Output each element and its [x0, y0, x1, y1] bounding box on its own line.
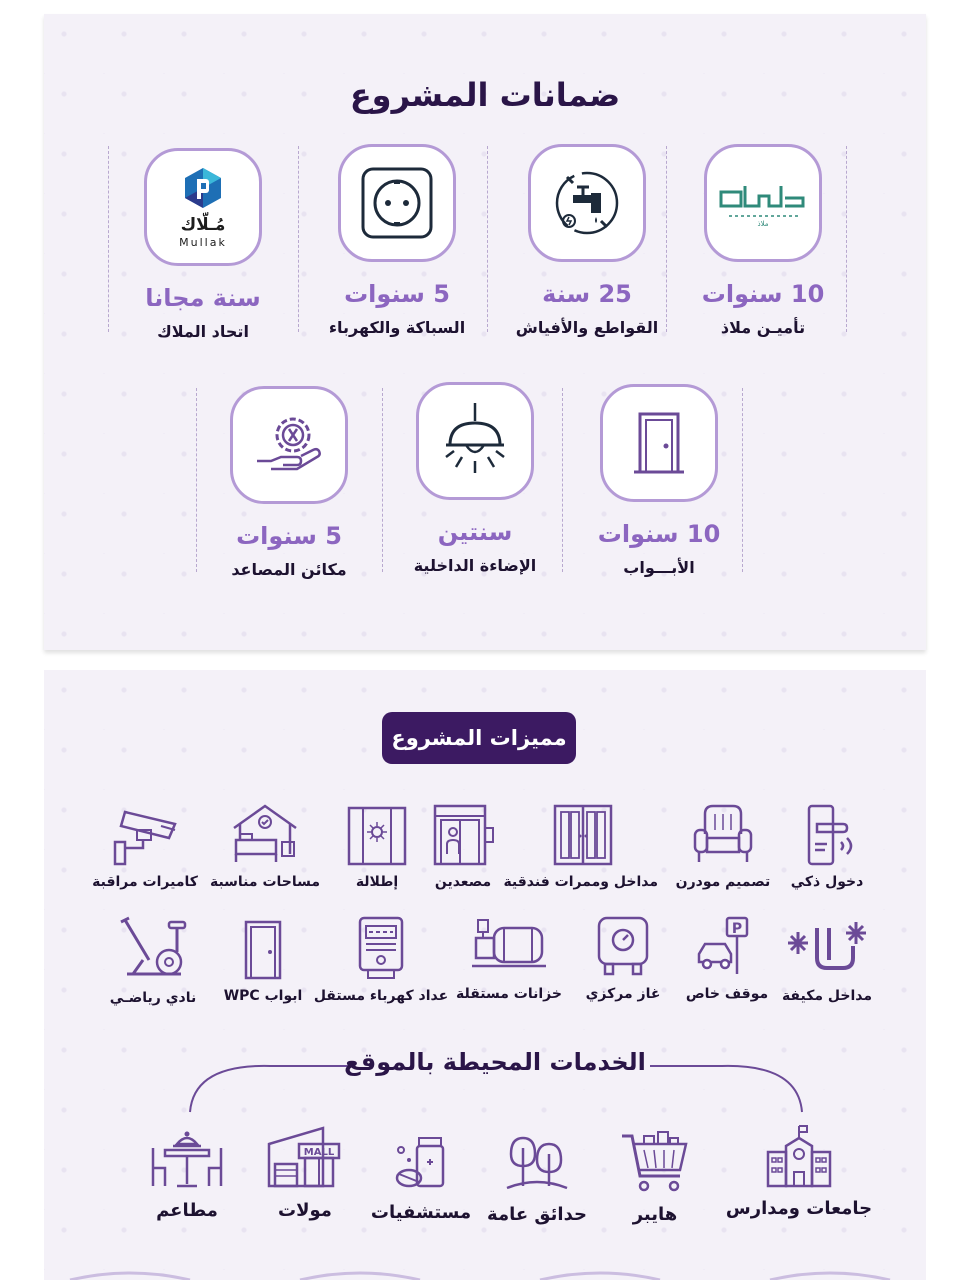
guarantee-label: اتحاد الملاك [157, 322, 249, 341]
malath-logo-text: ملاذ [757, 220, 769, 228]
guarantee-years: 5 سنوات [236, 522, 342, 550]
service-label: مولات [278, 1200, 332, 1221]
guarantee-years: 10 سنوات [701, 280, 825, 308]
feature-label: مداخل مكيفة [781, 988, 873, 1004]
guarantee-doors [566, 384, 752, 577]
mullak-logo-icon [144, 148, 262, 266]
electric-meter-icon [356, 916, 406, 980]
mall-sign-text: MALL [303, 1147, 335, 1158]
service-label: مستشفيات [370, 1202, 472, 1223]
service-label: مطاعم [156, 1200, 218, 1221]
mullak-logo-english: Mullak [179, 236, 227, 249]
service-schools [724, 1124, 874, 1219]
guarantee-label: تأميـن ملاذ [720, 318, 806, 337]
feature-cctv [70, 804, 220, 890]
cctv-camera-icon [109, 804, 181, 866]
features-title: مميزات المشروع [382, 712, 576, 764]
feature-modern-design [648, 804, 798, 890]
feature-label: مصعدين [434, 874, 492, 890]
bottom-decoration [0, 1268, 970, 1280]
gas-meter-icon [593, 916, 653, 978]
exercise-bike-icon [113, 912, 193, 982]
service-label: هايبر [632, 1204, 678, 1225]
services-title: الخدمات المحيطة بالموقع [344, 1048, 646, 1076]
feature-label: ابواب WPC [223, 988, 303, 1004]
guarantee-years: سنتين [437, 518, 513, 546]
feature-label: عداد كهرباء مستقل [313, 988, 449, 1004]
pendant-lamp-icon [416, 382, 534, 500]
bedroom-house-icon [230, 804, 300, 866]
door-icon [600, 384, 718, 502]
plumbing-electric-icon [528, 144, 646, 262]
smart-lock-icon [795, 804, 859, 866]
feature-label: كاميرات مراقبة [92, 874, 198, 890]
service-label: حدائق عامة [487, 1204, 587, 1225]
guarantee-owners-union [110, 148, 296, 341]
guarantee-years: 5 سنوات [344, 280, 450, 308]
school-building-icon [766, 1124, 832, 1188]
feature-label: نادي رياضـي [109, 990, 197, 1006]
window-view-icon [345, 804, 409, 866]
hotel-doors-icon [551, 804, 615, 866]
feature-label: مساحات مناسبة [209, 874, 321, 890]
mall-icon [265, 1124, 345, 1190]
guarantee-years: سنة مجانا [145, 284, 261, 312]
feature-label: إطلالة [355, 874, 399, 890]
power-socket-icon [338, 144, 456, 262]
parking-car-icon [695, 916, 759, 978]
restaurant-table-icon [149, 1128, 225, 1190]
feature-label: مداخل وممرات فندقية [503, 874, 658, 890]
guarantee-lighting [382, 382, 568, 575]
shopping-cart-icon [620, 1130, 690, 1194]
guarantee-plumbing [304, 144, 490, 337]
water-tank-icon [470, 916, 548, 978]
guarantee-label: الأبـــواب [623, 558, 695, 577]
guarantee-elevators [196, 386, 382, 579]
guarantee-label: القواطع والأفياش [515, 318, 659, 337]
svg-text:P: P [731, 921, 743, 937]
divider [108, 146, 109, 332]
guarantee-label: الإضاءة الداخلية [413, 556, 537, 575]
guarantee-years: 25 سنة [542, 280, 632, 308]
mullak-logo-arabic: مُـلّاك [180, 215, 226, 235]
wpc-door-icon [238, 918, 288, 980]
feature-gym [78, 912, 228, 1006]
divider [298, 146, 299, 332]
guarantee-breakers [494, 144, 680, 337]
guarantee-malath [670, 144, 856, 337]
guarantee-label: مكائن المصاعد [231, 560, 347, 579]
feature-label: دخول ذكي [790, 874, 864, 890]
armchair-icon [691, 804, 755, 866]
feature-label: موقف خاص [685, 986, 769, 1002]
feature-water-tanks [434, 916, 584, 1002]
guarantees-title: ضمانات المشروع [349, 76, 621, 114]
feature-label: خزانات مستقلة [456, 986, 562, 1002]
guarantee-label: السباكة والكهرباء [328, 318, 466, 337]
gear-wrench-hand-icon [230, 386, 348, 504]
service-restaurants [112, 1128, 262, 1221]
feature-label: غاز مركزي [585, 986, 661, 1002]
feature-label: تصميم مودرن [675, 874, 771, 890]
park-trees-icon [505, 1134, 569, 1194]
medicine-icon [391, 1136, 451, 1192]
malath-logo-icon [704, 144, 822, 262]
service-label: جامعات ومدارس [725, 1198, 873, 1219]
guarantee-years: 10 سنوات [597, 520, 721, 548]
